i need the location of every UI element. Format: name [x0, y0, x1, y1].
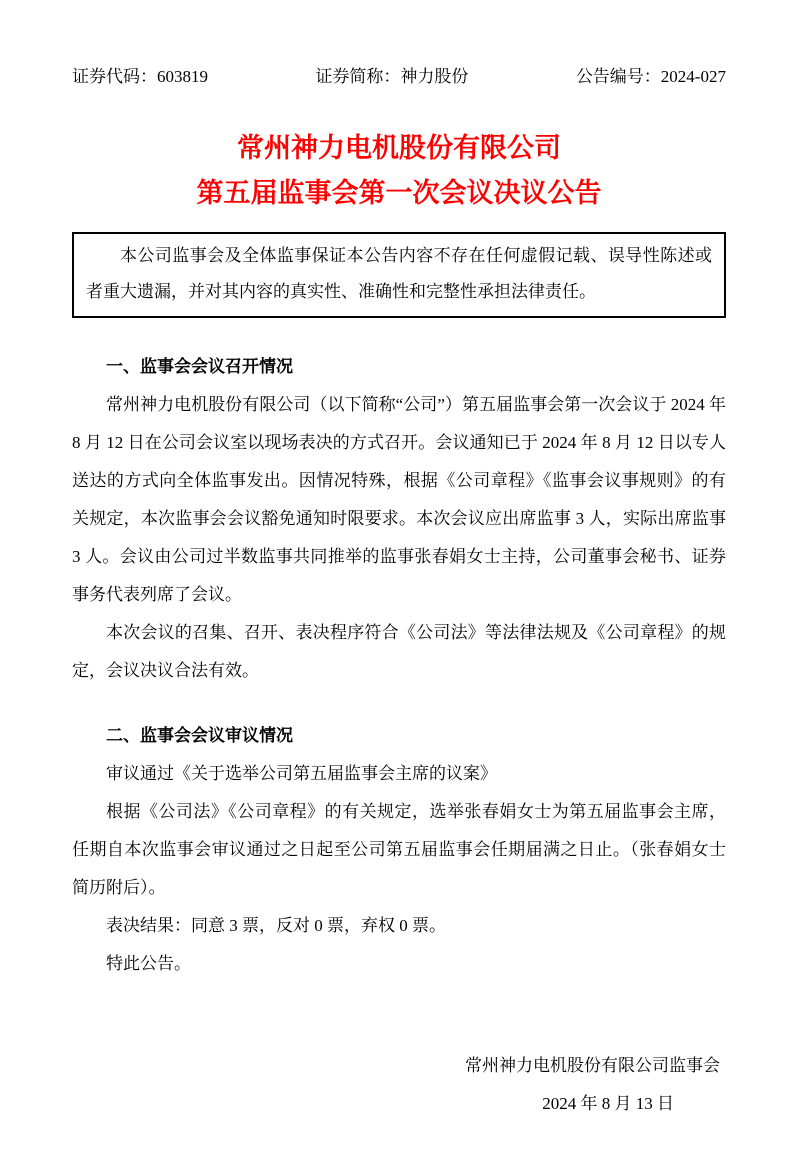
- section1-heading: 一、监事会会议召开情况: [106, 357, 293, 376]
- vote-result-line: 表决结果：同意 3 票，反对 0 票，弃权 0 票。: [106, 916, 446, 935]
- section1-paragraph2: 本次会议的召集、召开、表决程序符合《公司法》等法律法规及《公司章程》的规定，会议决议合法有效。: [72, 623, 726, 680]
- signature-block: [72, 1047, 726, 1123]
- stock-code-label: 证券代码：603819: [72, 67, 208, 86]
- section2-paragraph: 根据《公司法》《公司章程》的有关规定，选举张春娟女士为第五届监事会主席，任期自本次监事会审议通过之日起至公司第五届监事会任期届满之日止。（张春娟女士简历附后）。: [72, 802, 726, 897]
- section2-review-line: 审议通过《关于选举公司第五届监事会主席的议案》: [106, 764, 497, 783]
- signature-date: 2024 年 8 月 13 日: [542, 1094, 674, 1113]
- announcement-number-label: 公告编号：2024-027: [575, 67, 726, 86]
- document-title-line2: 第五届监事会第一次会议决议公告: [196, 178, 602, 208]
- signature-company: 常州神力电机股份有限公司监事会: [465, 1056, 720, 1075]
- disclaimer-text: 本公司监事会及全体监事保证本公告内容不存在任何虚假记载、误导性陈述或者重大遗漏，并对其内容的真实性、准确性和完整性承担法律责任。: [86, 246, 712, 301]
- document-header: [72, 66, 726, 88]
- stock-name-label: 证券简称：神力股份: [315, 67, 469, 86]
- disclaimer-box: [72, 232, 726, 318]
- closing-line: 特此公告。: [106, 954, 191, 973]
- document-title: [72, 126, 726, 216]
- document-title-line1: 常州神力电机股份有限公司: [237, 133, 561, 163]
- section1-paragraph1: 常州神力电机股份有限公司（以下简称“公司”）第五届监事会第一次会议于 2024 年 8 月 12 日在公司会议室以现场表决的方式召开。会议通知已于 2024 年 8 月 12 日以专人送达的方式向全体监事发出。因情况特殊，根据《公司章程》《监事会议事规则》的有关规定，本次监事会会议豁免通知时限要求。本次会议应出席监事 3 人，实际出席监事 3 人。会议由公司过半数监事共同推举的监事张春娟女士主持，公司董事会秘书、证券事务代表列席了会议。: [72, 395, 726, 604]
- section2-heading: 二、监事会会议审议情况: [106, 726, 293, 745]
